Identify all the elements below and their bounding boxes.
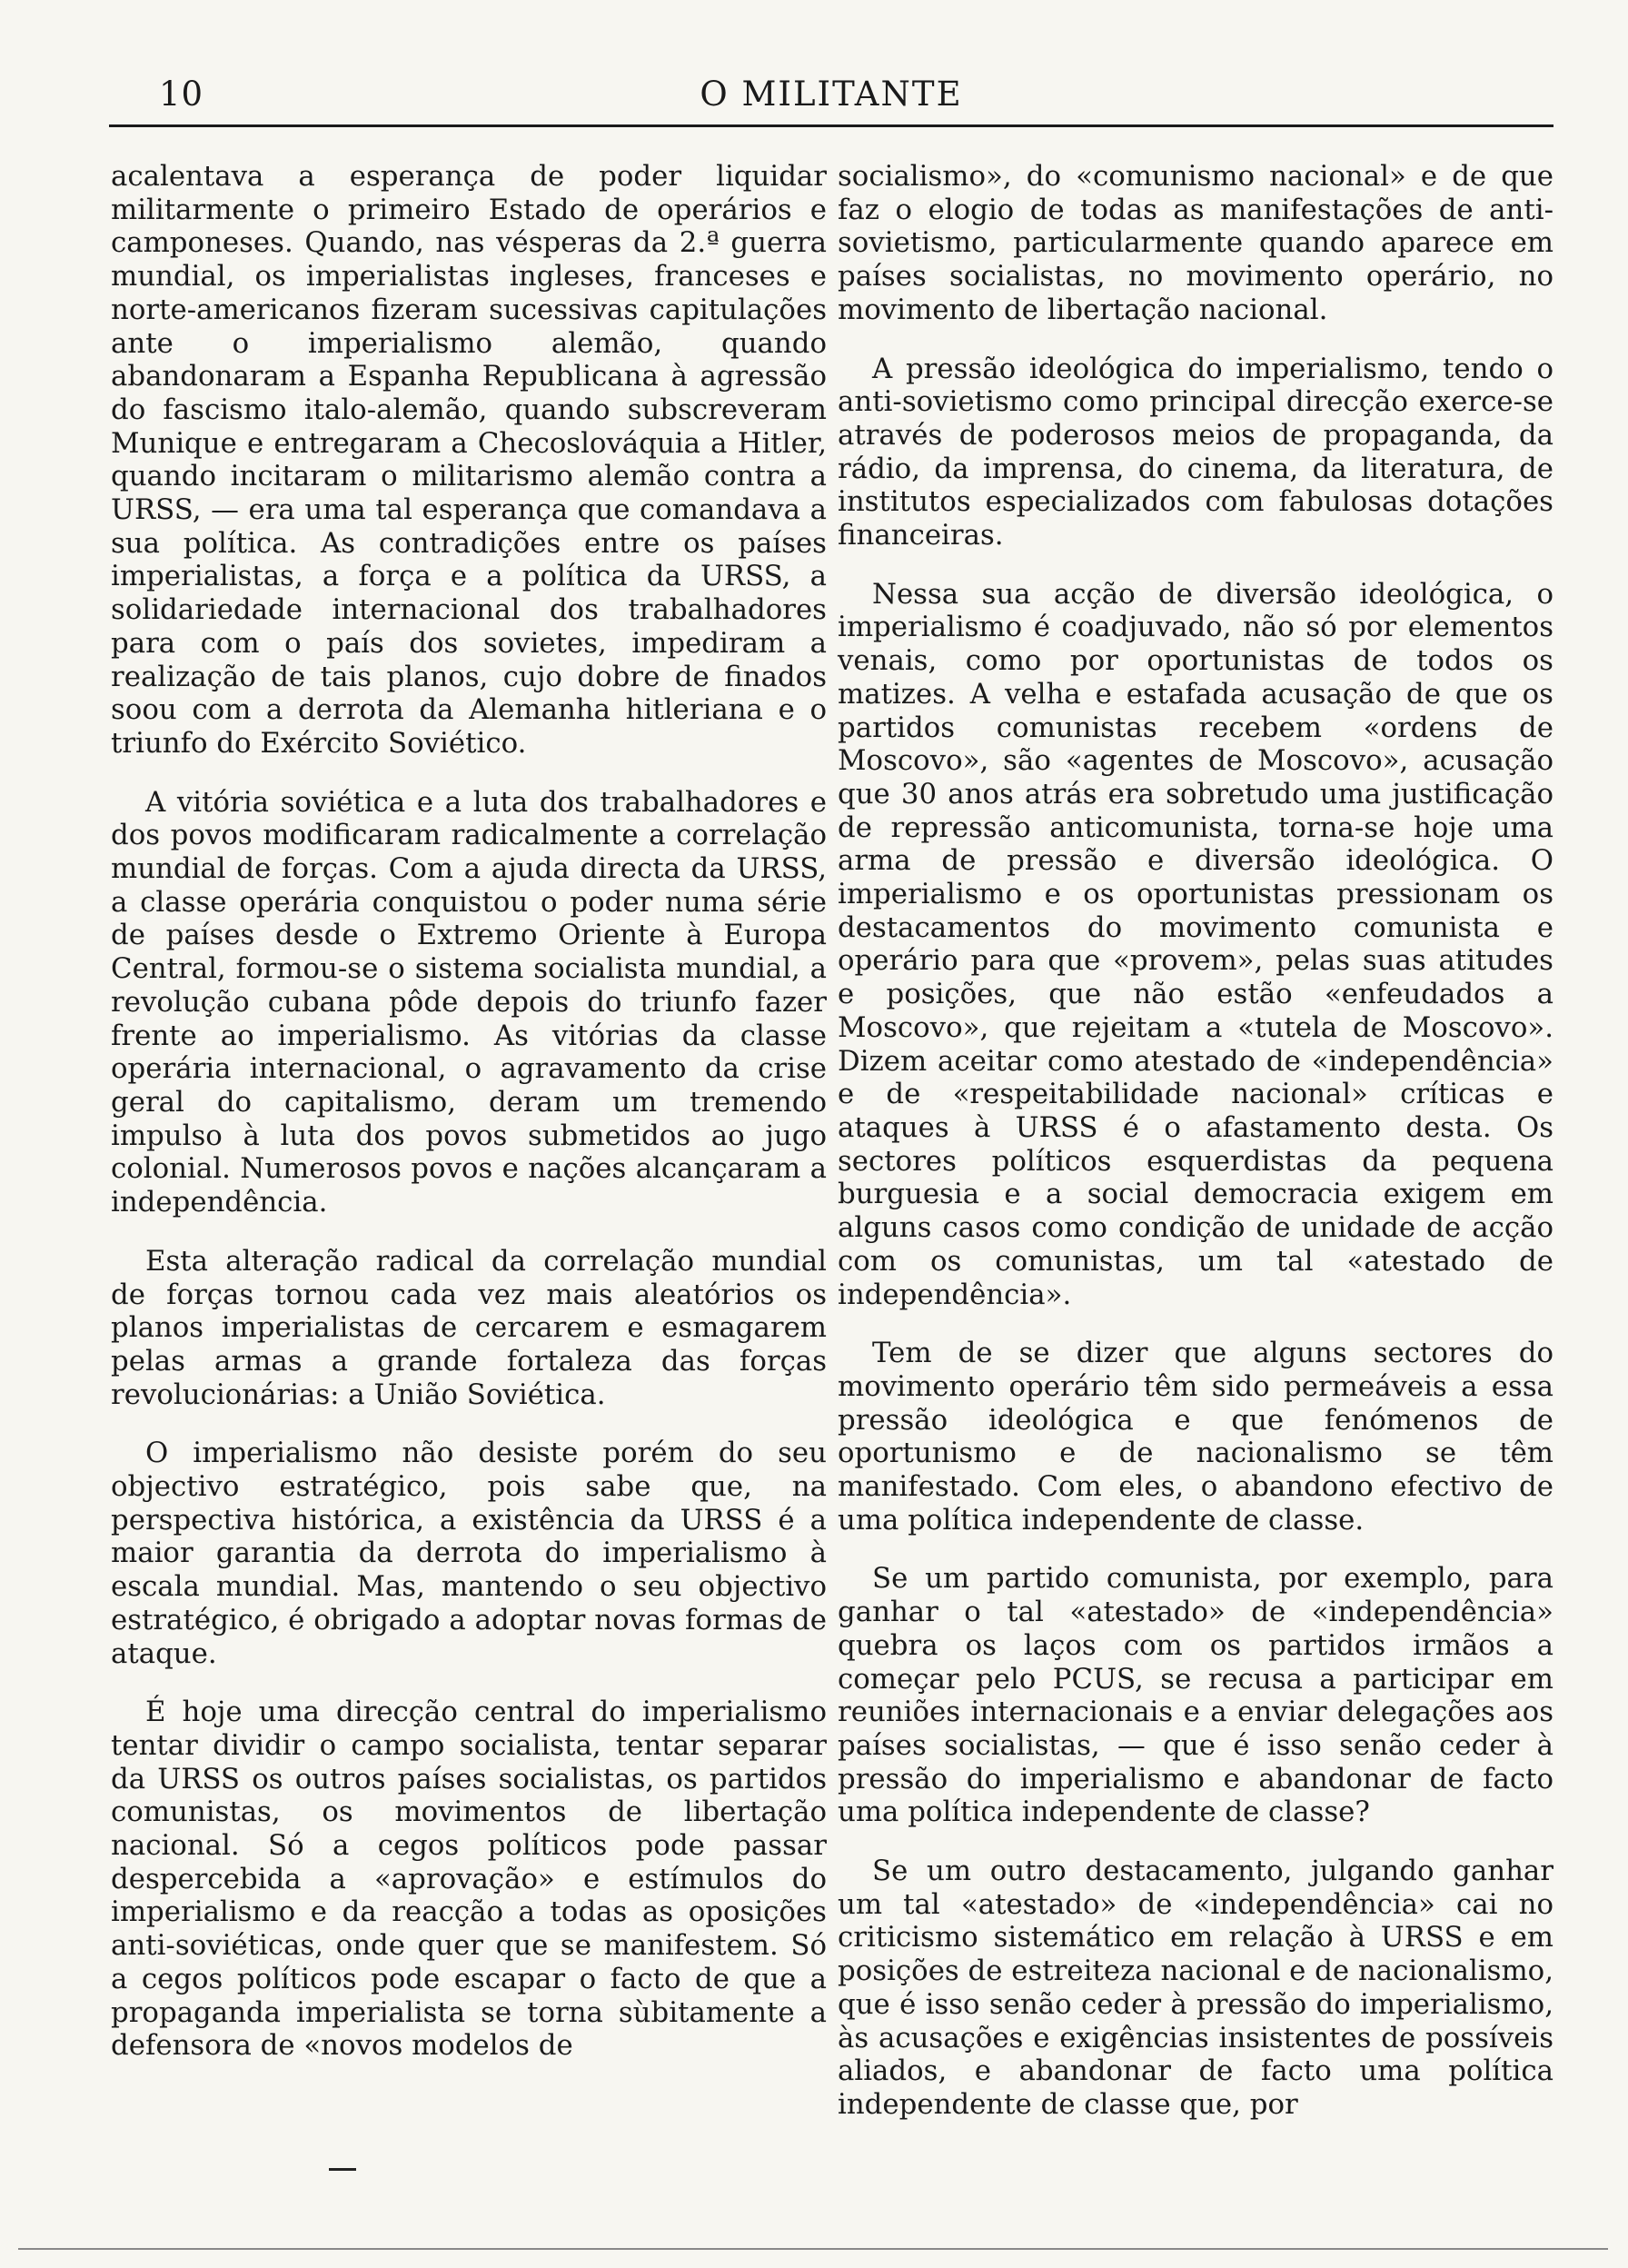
paragraph: É hoje uma direcção central do imperialismo tentar dividir o campo socialista, tentar separar da URSS os outros países socialistas, os partidos comunistas, os movimentos de libertação nacional. Só a cegos políticos pode passar despercebida a «aprovação» e estímulos do imperialismo e da reacção a todas as oposições anti-soviéticas, onde quer que se manifestem. Só a cegos políticos pode escapar o facto de que a propaganda imperialista se torna sùbitamente a defensora de «novos modelos de xyxy=(111,1696,827,2063)
right-column xyxy=(838,160,1554,2147)
paragraph: acalentava a esperança de poder liquidar militarmente o primeiro Estado de operários e camponeses. Quando, nas vésperas da 2.ª guerra mundial, os imperialistas ingleses, franceses e norte-americanos fizeram sucessivas capitulações ante o imperialismo alemão, quando abandonaram a Espanha Republicana à agressão do fascismo italo-alemão, quando subscreveram Munique e entregaram a Checoslováquia a Hitler, quando incitaram o militarismo alemão contra a URSS, — era uma tal esperança que comandava a sua política. As contradições entre os países imperialistas, a força e a política da URSS, a solidariedade internacional dos trabalhadores para com o país dos sovietes, impediram a realização de tais planos, cujo dobre de finados soou com a derrota da Alemanha hitleriana e o triunfo do Exército Soviético. xyxy=(111,160,827,760)
header-rule xyxy=(109,124,1554,127)
left-column xyxy=(111,160,827,2088)
paragraph: Se um outro destacamento, julgando ganhar um tal «atestado» de «independência» cai no criticismo sistemático em relação à URSS e em posições de estreiteza nacional e de nacionalismo, que é isso senão ceder à pressão do imperialismo, às acusações e exigências insistentes de possíveis aliados, e abandonar de facto uma política independente de classe que, por xyxy=(838,1855,1554,2121)
footer-mark xyxy=(329,2168,356,2171)
paragraph: Tem de se dizer que alguns sectores do movimento operário têm sido permeáveis a essa pressão ideológica e que fenómenos de oportunismo e de nacionalismo se têm manifestado. Com eles, o abandono efectivo de uma política independente de classe. xyxy=(838,1337,1554,1537)
bottom-rule xyxy=(18,2248,1608,2250)
journal-title: O MILITANTE xyxy=(700,75,963,114)
paragraph: A vitória soviética e a luta dos trabalhadores e dos povos modificaram radicalmente a correlação mundial de forças. Com a ajuda directa da URSS, a classe operária conquistou o poder numa série de países desde o Extremo Oriente à Europa Central, formou-se o sistema socialista mundial, a revolução cubana pôde depois do triunfo fazer frente ao imperialismo. As vitórias da classe operária internacional, o agravamento da crise geral do capitalismo, deram um tremendo impulso à luta dos povos submetidos ao jugo colonial. Numerosos povos e nações alcançaram a independência. xyxy=(111,785,827,1219)
paragraph: Se um partido comunista, por exemplo, para ganhar o tal «atestado» de «independência» quebra os laços com os partidos irmãos a começar pelo PCUS, se recusa a participar em reuniões internacionais e a enviar delegações aos países socialistas, — que é isso senão ceder à pressão do imperialismo e abandonar de facto uma política independente de classe? xyxy=(838,1562,1554,1829)
paragraph: A pressão ideológica do imperialismo, tendo o anti-sovietismo como principal direcção exerce-se através de poderosos meios de propaganda, da rádio, da imprensa, do cinema, da literatura, de institutos especializados com fabulosas dotações financeiras. xyxy=(838,352,1554,552)
page-number: 10 xyxy=(159,75,204,114)
paragraph: O imperialismo não desiste porém do seu objectivo estratégico, pois sabe que, na perspectiva histórica, a existência da URSS é a maior garantia da derrota do imperialismo à escala mundial. Mas, mantendo o seu objectivo estratégico, é obrigado a adoptar novas formas de ataque. xyxy=(111,1437,827,1670)
paragraph: socialismo», do «comunismo nacional» e de que faz o elogio de todas as manifestações de anti-sovietismo, particularmente quando aparece em países socialistas, no movimento operário, no movimento de libertação nacional. xyxy=(838,160,1554,326)
paragraph: Esta alteração radical da correlação mundial de forças tornou cada vez mais aleatórios os planos imperialistas de cercarem e esmagarem pelas armas a grande fortaleza das forças revolucionárias: a União Soviética. xyxy=(111,1244,827,1411)
paragraph: Nessa sua acção de diversão ideológica, o imperialismo é coadjuvado, não só por elementos venais, como por oportunistas de todos os matizes. A velha e estafada acusação de que os partidos comunistas recebem «ordens de Moscovo», são «agentes de Moscovo», acusação que 30 anos atrás era sobretudo uma justificação de repressão anticomunista, torna-se hoje uma arma de pressão e diversão ideológica. O imperialismo e os oportunistas pressionam os destacamentos do movimento comunista e operário para que «provem», pelas suas atitudes e posições, que não estão «enfeudados a Moscovo», que rejeitam a «tutela de Moscovo». Dizem aceitar como atestado de «independência» e de «respeitabilidade nacional» críticas e ataques à URSS é o afastamento desta. Os sectores políticos esquerdistas da pequena burguesia e a social democracia exigem em alguns casos como condição de unidade de acção com os comunistas, um tal «atestado de independência». xyxy=(838,577,1554,1311)
